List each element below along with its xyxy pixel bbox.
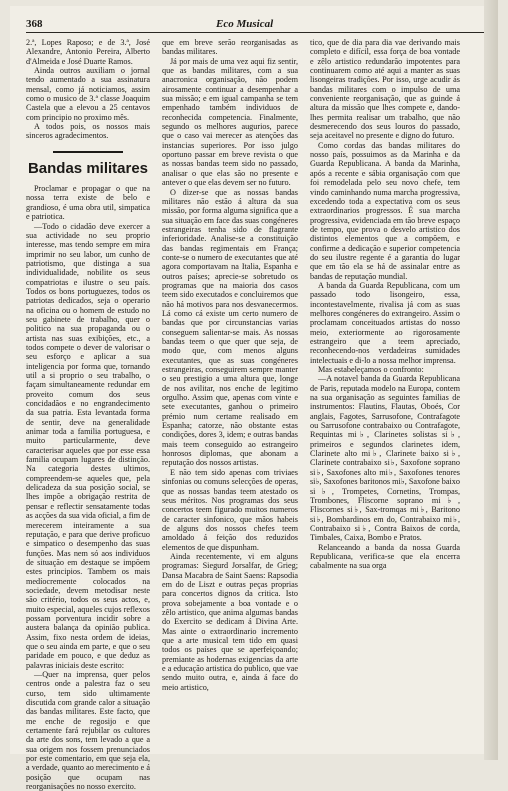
paragraph: Mas estabeleçamos o confronto: (318, 365, 424, 375)
paragraph: A banda da Guarda Republicana, com um passado todo lisongeiro, essa, incontestavelmente, rivalisa já com as suas melhores congéneres do extrangeiro. Assim o proclamam conceituados artistas do nosso meio, exteriormente ao rigorosamente estrangeiro que a teem apreciado, reconhecendo-nos verdadeiras sumidades intelectuais e di-lo a nossa melhor imprensa. (310, 280, 460, 365)
paragraph: tico, que de dia para dia vae derivando mais completo e difícil, essa força de boa vontade e zêlo artistico redundarão impotentes para continuarem como até aqui a manter as suas lisongeiras tradições. Por isso, urge acudir ás bandas militares com o impulso de uma conveniente reorganisação, que as guinde á altura da missão que lhes compete e, dando-lhes permita realisar um trabalho, que não desmerecendo dos seus louros do passado, seja aceitavel no presente e digno do futuro. (310, 38, 460, 141)
section-divider (26, 147, 150, 156)
column-3 (310, 38, 460, 748)
header-rule (26, 32, 494, 33)
paragraph: E não tem sido apenas com triviaes sinfonias ou comuns selecções de operas, que as nossas bandas teem atestado os seus méritos. Nos programas dos seus concertos teem figurado muitos numeros de caracter sinfonico, que mãos habeis de alguns dos nossos chefes teem amoldado á feição dos reduzidos elementos de que dispunham. (162, 467, 298, 552)
column-1 (26, 38, 150, 791)
paragraph: —Todo o cidadão deve exercer a sua actividade no seu proprio interesse, mas tendo sempre em mira imprimir no seu labor, um cunho de patriotismo, que distinga a sua individualidade, nobilite os seus compatriotas e ilustre o seu país. Todos os bons portuguezes, todos os patriotas dedicados, seja o operario na oficina ou o homem de estudo no seu gabinete de trabalho, quer o politico na sua propaganda ou o artista nas suas exibições, etc., a todos compete o dever de valorisar o seu esforço e aplicar a sua inteligencia por forma que, tornando util a si proprio o seu trabalho, o façam simultaneamente redundar em proveito comum dos seus concidadãos e no engrandecimento da sua patria. Esta levantada forma de sentir, deve na generalidade animar toda a familia portuguesa, e muito particularmente, deve caracterisar aqueles que por esse essa familia ocupam lugares de distinção. Na categoria destes ultimos, compreendem-se aqueles que, pela delicadeza da sua posição social, se lhes impõe a obrigação restrita de pensar e reflectir sensatamente todas as acções da sua vida oficial, a fim de merecerem inteiramente a sua reputação, e para que derive proficuo e simpatico o desempenho das suas funções. Mas nem só aos individuos de situação em destaque se impõem estes principios. Tambem os mais medíocremente colocados na sociedade, devem metodisar neste são critério, todos os seus actos, e, muito especial, aqueles cujos reflexos possam porventura incidir sobre a austera balança da opinião publica. Assim, fixo nesta ordem de ideias, que o seu ainda em parte, e que o seu paridade em pouco, e que deduz as palavras iniciais deste escrito: (26, 221, 150, 670)
paragraph: O dizer-se que as nossas bandas militares não estão á altura da sua missão, por forma alguma significa que a sua situação em face das suas congéneres estrangeiras tenha sido de flagrante inferioridade. Analise-se a constituição das bandas regimentais em França; conte-se o numero de executantes que até agora comportavam na Italia, Espanha e outros países; aprecie-se sobretudo os programas que na maioria dos casos teem sido executados e concluiremos que não há motivos para nos desvanecermos. Lá como cá existe um certo numero de bandas que por circunstancias varias conseguem salientar-se mais. As nossas bandas teem o que quer que seja, de modo que, com menos alguns executantes, que as suas congéneres estrangeiras, conseguirem sempre manter o seu prestigio a uma altura que, longe de nos avilitar, nos enche de legitimo orgulho. Assim que, apenas com vinte e sete executantes, ganhou o primeiro prémio num certame realisado em Espanha; catorze, não obstante estas condições, dores 3, idem; e outras bandas mais teem conseguido ao estrangeiro honrosos diplomas, que abonam a reputação dos nossos artistas. (162, 187, 298, 468)
paragraph: Relanceando a banda da nossa Guarda Republicana, verifica-se que ela encerra cabalmente na sua orga (310, 542, 460, 571)
column-2 (162, 38, 298, 748)
paragraph: —A notavel banda da Guarda Republicana de Paris, reputada modelo na Europa, contem na sua organisação as seguintes familias de instrumentos: Flautins, Flautas, Oboés, Cor anglais, Fagotes, Sarrusofone, Contrafagote ou Sarrusofone contrabaixo ou Contrafagote, Requintas mi♭, Clarinetes solistas si♭, primeiros e segundos clarinetes idem, Clarinete alto mi♭, Clarinete baixo si♭, Clarinete contrabaixo si♭, Saxofone soprano si♭, Saxofones alto mi♭, Saxofones tenores si♭, Saxofones baritonos mi♭, Saxofone baixo si♭, Trompetes, Cornetins, Trompas, Trombones, Fliscorne soprano mi♭, Fliscornes si♭, Sax-tromqas mi♭, Baritono si♭, Bombardinos em do, Contrabaixo mi♭, Contrabaixo si♭, Contra Baixos de corda, Timbales, Caixa, Bombo e Pratos. (310, 374, 460, 543)
paragraph: que em breve serão reorganisadas as bandas militares. (162, 38, 298, 57)
paragraph: Ainda recentemente, vi em alguns programas: Siegurd Jorsalfar, de Grieg; Dansa Macabra de Saint Saens: Rapsodia em do de Liszt e outras peças proprias para concertos dignos da critica. Isto prova sobejamente a boa vontade e o zêlo artistico, que anima algumas bandas do Exercito se dedicam á Divina Arte. Mas ainte o extraordinario incremento que a arte musical tem tido em quasi todos os países que se aperfeiçoando; premiante as hodernas exigencias da arte e a educação artistica do publico, que vae sendo muito outra, e, ainda á face do meio artistico, (162, 551, 298, 692)
paragraph: A todos pois, os nossos mais sinceros agradecimentos. (26, 122, 150, 141)
section-title: Bandas militares (27, 160, 149, 178)
publication-title: Eco Musical (216, 18, 274, 30)
paragraph: Como cordas das bandas militares do nosso país, possuimos as da Marinha e da Guarda Republicana. A banda da Marinha, após a recente e sábia organisação com que foi remodelada pelo seu novo chefe, tem vindo caminhando numa marcha progressiva, excedendo toda a expectativa com os seus extraordinarios progressos. É sua marcha progressiva, evidenciada em tão breve espaço de tempo, que prova o desvelo artistico dos distintos elementos que a compõem, e confirme a dedicação e superior competencia do seu ilustre regente é a garantia do lugar que em tão ela se há de assinalar entre as bandas de reputação mundial. (310, 140, 460, 281)
paragraph: Ainda outros auxiliam o jornal tendo aumentado a sua assinatura mensal, como já noticiamos, assim como o musico de 3.ª classe Joaquim Castela que a elevou a 25 centavos com principio no proximo mês. (26, 66, 150, 122)
paragraph: 2.ª, Lopes Raposo; e de 3.ª, José Alexandre, Antonio Pereira, Alberto d'Almeida e José Duarte Ramos. (26, 38, 150, 66)
paragraph: —Quer na imprensa, quer pelos centros onde a palestra faz o seu curso, tem sido ultimamente discutida com grande calor a situação das bandas militares. Este facto, que me enche de regosijo e que certamente fará rejubilar os cultores da arte dos sons, tem levado a que a sua origem nos fossem prenunciados por este comentario, em que seja ela, a verdade, quanto ao merecimento e á posição que ocupam nas reorganisações no nosso exercito. (26, 670, 150, 791)
paragraph: Proclamar e propagar o que na nossa terra existe de belo e grandioso, é uma obra util, simpatica e patriotica. (26, 184, 150, 222)
page-edge-shadow (484, 0, 498, 760)
page-header (26, 18, 494, 32)
paragraph: Já por mais de uma vez aqui fiz sentir, que as bandas militares, com a sua anacronica organisação, não podem airosamente continuar a desempenhar a sua missão; e em igual campanha se tem empenhado também individuos de reconhecida competencia. Finalmente, segundo os melhores augurios, parece que o caso vai merecer as atenções das instancias superiores. Por isso julgo oportuno passar em breve revista o que as nossas bandas teem sido no passado, analisar o que elas são no presente e antever o que elas devem ser no futuro. (162, 56, 298, 188)
page-number: 368 (26, 18, 43, 30)
